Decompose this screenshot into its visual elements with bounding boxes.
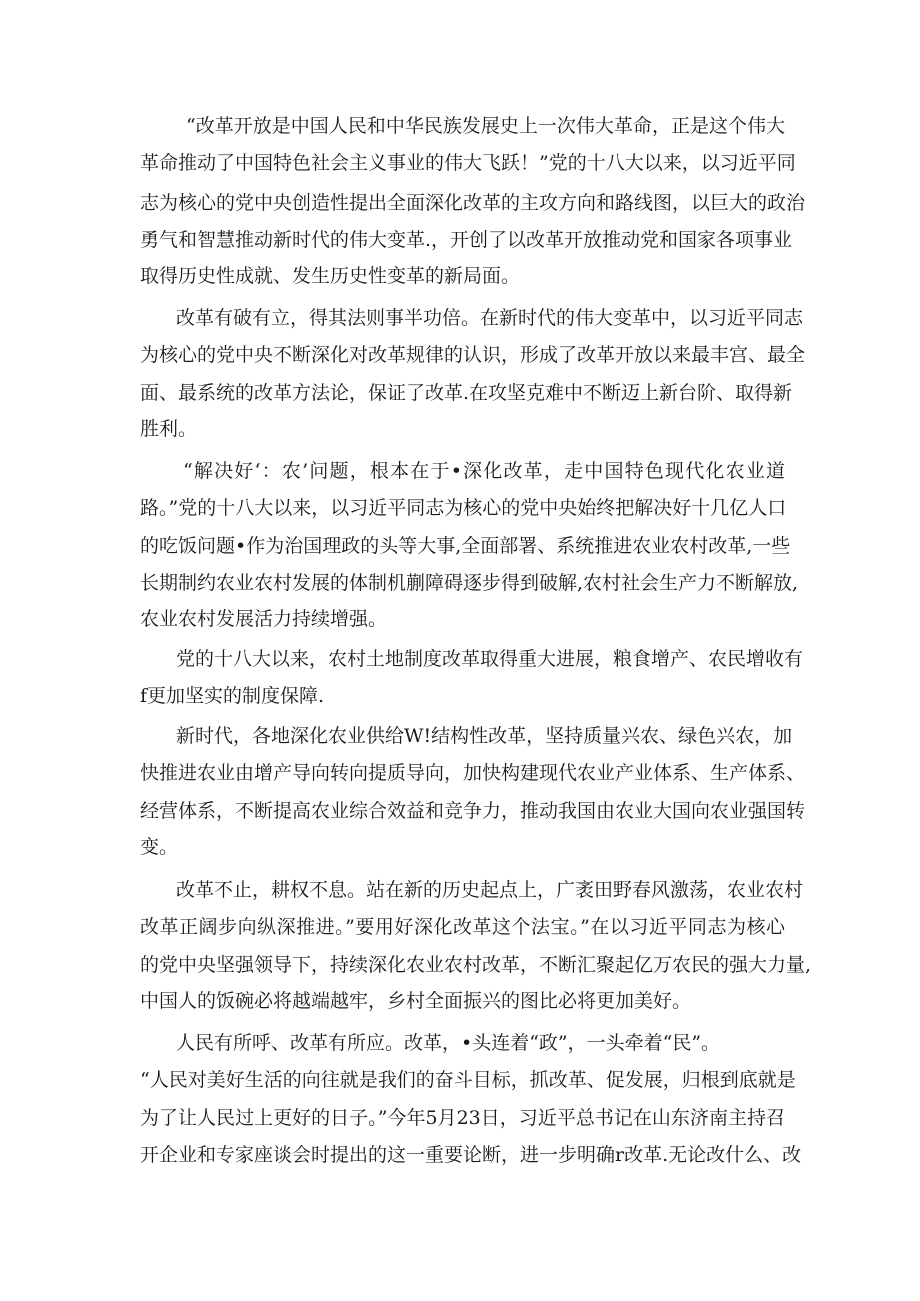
paragraph-6-line-1: 改革不止，耕权不息。站在新的历史起点上，广袤田野春风激荡，农业农村 (176, 879, 804, 901)
paragraph-5-line-3: 经营体系，不断提高农业综合效益和竞争力，推动我国由农业大国向农业强国转 (140, 800, 806, 822)
paragraph-1-line-4: 勇气和智慧推动新时代的伟大变革.，开创了以改革开放推动党和国家各项事业 (140, 229, 793, 251)
paragraph-4-line-2: f更加坚实的制度保障. (140, 685, 325, 707)
paragraph-2-line-1: 改革有破有立，得其法则事半功倍。在新时代的伟大变革中，以习近平同志 (176, 307, 804, 329)
paragraph-2-line-4: 胜利。 (140, 418, 198, 440)
paragraph-3-line-1: “解决好‘：农’问题，根本在于•深化改革，走中国特色现代化农业道 (183, 460, 785, 482)
paragraph-2-line-3: 面、最系统的改革方法论，保证了改革.在攻坚克难中不断迈上新台阶、取得新 (140, 382, 793, 404)
paragraph-7-line-4: 开企业和专家座谈会时提出的这一重要论断，进一步明确r改革.无论改什么、改 (140, 1144, 802, 1166)
paragraph-6-line-3: 的党中央坚强领导下，持续深化农业农村改革，不断汇聚起亿万农民的强大力量, (140, 954, 812, 976)
paragraph-5-line-2: 快推进农业由增产导向转向提质导向，加快构建现代农业产业体系、生产体系、 (140, 762, 806, 784)
paragraph-3-line-5: 农业农村发展活力持续增强。 (140, 608, 388, 630)
paragraph-7-line-3: 为了让人民过上更好的日子。”今年5月23日，习近平总书记在山东济南主持召 (140, 1107, 785, 1129)
paragraph-7-line-2: “人民对美好生活的向往就是我们的奋斗目标，抓改革、促发展，归根到底就是 (140, 1069, 796, 1091)
paragraph-3-line-4: 长期制约农业农村发展的体制机蒯障碍逐步得到破解,农村社会生产力不断解放, (140, 572, 799, 594)
paragraph-1-line-5: 取得历史性成就、发生历史性变革的新局面。 (140, 265, 521, 287)
paragraph-6-line-2: 改革正阔步向纵深推进。”要用好深化改革这个法宝。”在以习近平同志为核心 (140, 916, 785, 938)
paragraph-7-line-1: 人民有所呼、改革有所应。改革，•头连着“政”，一头牵着“民”。 (176, 1032, 721, 1054)
paragraph-1-line-1: “改革开放是中国人民和中华民族发展史上一次伟大革命，正是这个伟大 (186, 115, 785, 137)
paragraph-3-line-3: 的吃饭问题•作为治国理政的头等大事,全面部署、系统推进农业农村改革,一些 (140, 535, 791, 557)
paragraph-6-line-4: 中国人的饭碗必将越端越牢，乡村全面振兴的图比必将更加美好。 (140, 990, 692, 1012)
paragraph-1-line-3: 志为核心的党中央创造性提出全面深化改革的主攻方向和路线图，以巨大的政治 (140, 192, 806, 214)
paragraph-5-line-1: 新时代，各地深化农业供给W!结构性改革，坚持质量兴农、绿色兴农，加 (176, 725, 793, 747)
paragraph-5-line-4: 变。 (140, 836, 179, 858)
paragraph-4-line-1: 党的十八大以来，农村土地制度改革取得重大进展，粮食增产、农民增收有 (176, 648, 804, 670)
paragraph-2-line-2: 为核心的党中央不断深化对改革规律的认识，形成了改革开放以来最丰宫、最全 (140, 344, 806, 366)
paragraph-3-line-2: 路。”党的十八大以来，以习近平同志为核心的党中央始终把解决好十几亿人口 (140, 497, 787, 519)
paragraph-1-line-2: 革命推动了中国特色社会主义事业的伟大飞跃！”党的十八大以来，以习近平同 (140, 152, 796, 174)
